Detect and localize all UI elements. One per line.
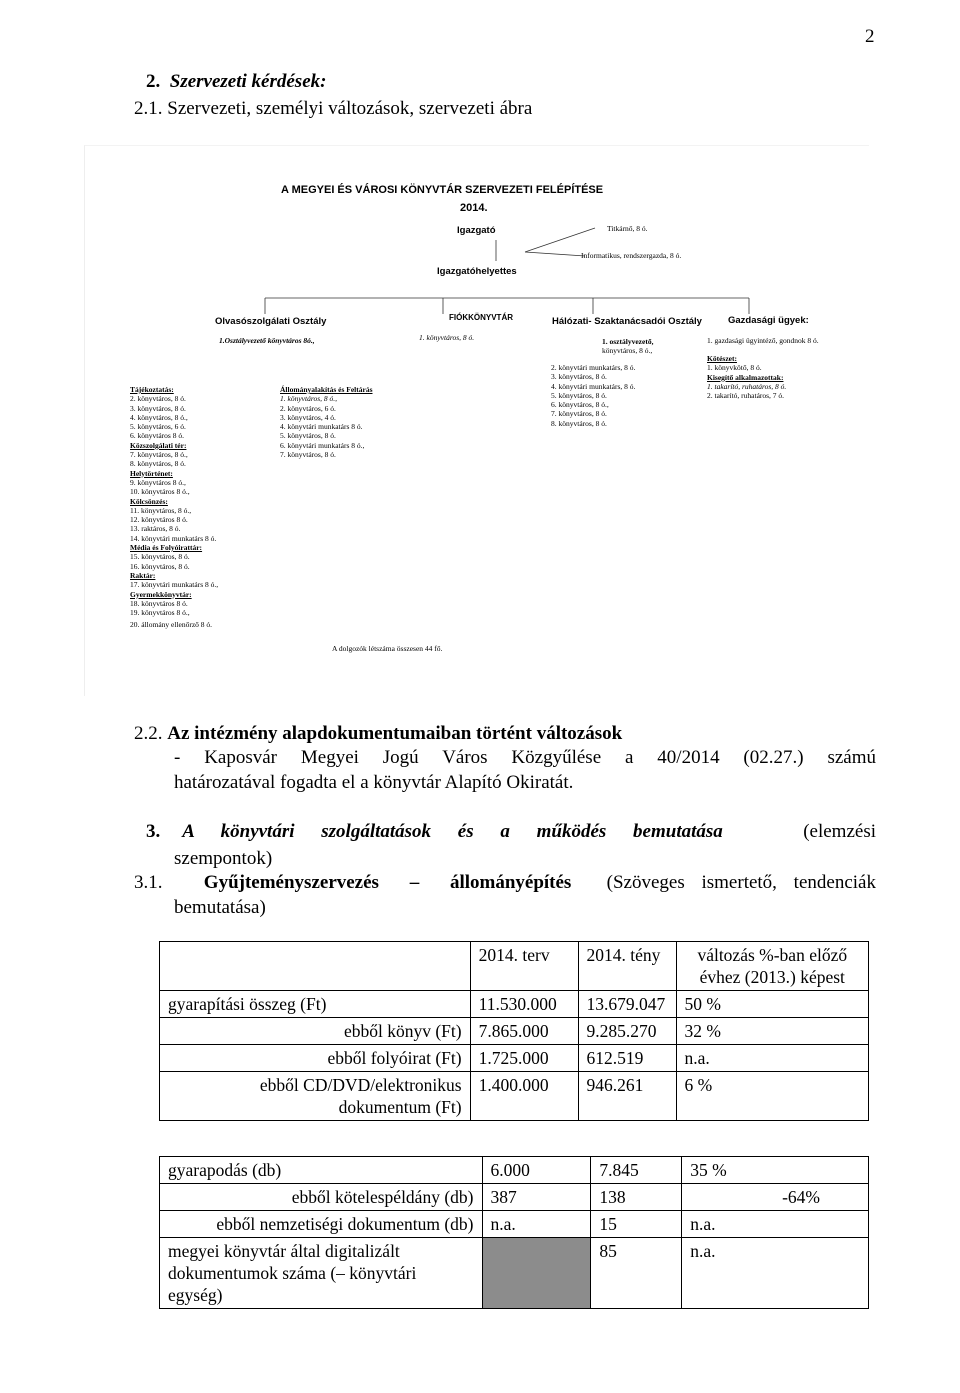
org-staff-item: 7. könyvtáros, 8 ó. xyxy=(280,450,336,460)
section-2-2-heading xyxy=(134,721,622,747)
org-staff-item: 4. könyvtári munkatárs 8 ó. xyxy=(280,422,363,432)
table-header-cell: változás %-ban előző évhez (2013.) képest xyxy=(676,942,868,991)
org-total-staff: A dolgozók létszáma összesen 44 fő. xyxy=(332,644,443,653)
section-2-2-number: 2.2. xyxy=(134,723,163,744)
table-cell: n.a. xyxy=(482,1211,591,1238)
org-staff-item: 3. könyvtáros, 4 ó. xyxy=(280,412,336,422)
table-cell: gyarapítási összeg (Ft) xyxy=(160,991,471,1018)
org-staff-group-heading: Kötészet: xyxy=(707,354,737,363)
org-staff-item: 1. takarító, ruhatáros, 8 ó. xyxy=(707,381,787,391)
table-cell: 7.845 xyxy=(591,1157,682,1184)
table-cell: 13.679.047 xyxy=(578,991,676,1018)
org-dept-econ: Gazdasági ügyek: xyxy=(728,315,809,326)
org-title: A MEGYEI ÉS VÁROSI KÖNYVTÁR SZERVEZETI FELÉPÍTÉSE xyxy=(281,184,604,196)
section-3-title: A könyvtári szolgáltatások és a működés bemutatása xyxy=(182,821,723,842)
section-2-2-line-2: határozatával fogadta el a könyvtár Alapító Okiratát. xyxy=(174,772,574,793)
section-2-title: Szervezeti kérdések: xyxy=(169,71,327,92)
section-2-number: 2. xyxy=(146,71,161,92)
section-2-heading xyxy=(146,71,326,93)
table-cell: 50 % xyxy=(676,991,868,1018)
table-row xyxy=(160,1238,869,1309)
org-staff-group-heading: Kisegítő alkalmazottak: xyxy=(707,372,784,382)
org-staff-item: 7. könyvtáros, 8 ó., xyxy=(130,450,188,460)
table-cell: n.a. xyxy=(682,1238,869,1309)
table-row xyxy=(160,1157,869,1184)
org-staff-item: 5. könyvtáros, 8 ó. xyxy=(551,390,607,400)
org-staff-item: 13. raktáros, 8 ó. xyxy=(130,524,181,534)
table-cell: ebből könyv (Ft) xyxy=(160,1018,471,1045)
org-staff-item: 10. könyvtáros 8 ó., xyxy=(130,487,190,497)
org-staff-item: 8. könyvtáros, 8 ó. xyxy=(551,418,607,428)
org-staff-item: 3. könyvtáros, 8 ó. xyxy=(551,372,607,382)
table-cell: 15 xyxy=(591,1211,682,1238)
table-cell: 1.725.000 xyxy=(470,1045,578,1072)
org-staff-group-heading: Gyermekkönyvtár: xyxy=(130,589,192,599)
section-2-1-title: Szervezeti, személyi változások, szervezeti ábra xyxy=(167,98,533,119)
section-3-1-line-2: bemutatása) xyxy=(174,897,266,918)
org-staff-item: 6. könyvtáros 8 ó. xyxy=(130,431,184,441)
table-row xyxy=(160,1045,869,1072)
org-staff-item: 14. könyvtári munkatárs 8 ó. xyxy=(130,533,217,543)
org-secretary: Titkárnő, 8 ó. xyxy=(607,224,648,233)
section-3-heading xyxy=(146,819,876,845)
org-staff-group-heading: Állományalakítás és Feltárás xyxy=(280,385,373,394)
table-cell: 35 % xyxy=(682,1157,869,1184)
org-network-head-2: könyvtáros, 8 ó., xyxy=(602,346,653,355)
table-cell-shaded xyxy=(482,1238,591,1309)
org-staff-group-heading: Kölcsönzés: xyxy=(130,496,168,506)
org-staff-item: 2. könyvtáros, 6 ó. xyxy=(280,403,336,413)
org-reading-staff-list xyxy=(130,385,218,617)
table-cell: 11.530.000 xyxy=(470,991,578,1018)
table-header-cell: 2014. terv xyxy=(470,942,578,991)
table-header-cell: 2014. tény xyxy=(578,942,676,991)
org-staff-item: 2. könyvtári munkatárs, 8 ó. xyxy=(551,363,636,372)
org-staff-item: 19. könyvtáros 8 ó., xyxy=(130,608,190,618)
org-staff-item: 2. könyvtáros, 8 ó. xyxy=(130,394,186,404)
table-cell: 85 xyxy=(591,1238,682,1309)
table-header-row xyxy=(160,942,869,991)
table-cell: 946.261 xyxy=(578,1072,676,1121)
org-inventory-checker: 20. állomány ellenőrző 8 ó. xyxy=(130,620,213,629)
table-cell: n.a. xyxy=(676,1045,868,1072)
section-3-1-title: Gyűjteményszervezés – állományépítés xyxy=(203,872,572,893)
table-cell: 138 xyxy=(591,1184,682,1211)
table-cell: ebből kötelespéldány (db) xyxy=(160,1184,483,1211)
org-staff-item: 2. takarító, ruhatáros, 7 ó. xyxy=(707,391,785,401)
org-econ-staff-list xyxy=(707,354,786,400)
org-staff-item: 4. könyvtári munkatárs, 8 ó. xyxy=(551,381,636,391)
section-3-number: 3. xyxy=(146,821,161,842)
org-staff-item: 15. könyvtáros, 8 ó. xyxy=(130,552,190,562)
org-director: Igazgató xyxy=(457,225,496,236)
section-3-1-heading xyxy=(134,870,876,896)
org-staff-group-heading: Közszolgálati tér: xyxy=(130,440,187,450)
org-network-head-1: 1. osztályvezető, xyxy=(602,337,654,346)
org-staff-item: 7. könyvtáros, 8 ó. xyxy=(551,409,607,419)
org-reading-head: 1.Osztályvezető könyvtáros 8ó., xyxy=(219,336,315,345)
section-3-paren: (elemzési xyxy=(803,821,876,842)
org-staff-item: 6. könyvtári munkatárs 8 ó., xyxy=(280,440,365,450)
org-staff-item: 9. könyvtáros 8 ó., xyxy=(130,477,186,487)
table-cell: gyarapodás (db) xyxy=(160,1157,483,1184)
table-cell: -64% xyxy=(682,1184,869,1211)
section-2-2-title: Az intézmény alapdokumentumaiban történt változások xyxy=(167,723,623,744)
org-staff-item: 8. könyvtáros, 8 ó. xyxy=(130,459,186,469)
org-branch-staff: 1. könyvtáros, 8 ó. xyxy=(419,333,475,342)
section-3-title-row xyxy=(182,819,876,845)
acquisition-budget-table xyxy=(159,941,869,1121)
org-staff-item: 1. könyvtáros, 8 ó., xyxy=(280,394,338,404)
org-staff-item: 11. könyvtáros, 8 ó., xyxy=(130,505,192,515)
org-staff-item: 12. könyvtáros 8 ó. xyxy=(130,515,188,525)
org-staff-item: 18. könyvtáros 8 ó. xyxy=(130,598,188,608)
org-network-staff-list xyxy=(551,363,635,428)
section-2-2-line-1: - Kaposvár Megyei Jogú Város Közgyűlése a 40/2014 (02.27.) számú xyxy=(174,747,876,768)
org-dept-network: Hálózati- Szaktanácsadói Osztály xyxy=(552,316,702,327)
org-staff-group-heading: Tájékoztatás: xyxy=(130,385,174,394)
org-econ-head: 1. gazdasági ügyintéző, gondnok 8 ó. xyxy=(707,336,819,345)
org-deputy: Igazgatóhelyettes xyxy=(437,266,517,277)
section-2-1-heading xyxy=(134,98,532,120)
org-dept-branch: FIÓKKÖNYVTÁR xyxy=(449,313,513,322)
org-staff-item: 17. könyvtári munkatárs 8 ó., xyxy=(130,580,219,590)
org-chart xyxy=(84,145,869,696)
org-staff-item: 3. könyvtáros, 8 ó. xyxy=(130,403,186,413)
table-cell: 7.865.000 xyxy=(470,1018,578,1045)
org-staff-item: 5. könyvtáros, 8 ó. xyxy=(280,431,336,441)
acquisition-count-table xyxy=(159,1156,869,1309)
table-cell: 32 % xyxy=(676,1018,868,1045)
table-cell: 6.000 xyxy=(482,1157,591,1184)
table-row xyxy=(160,1072,869,1121)
section-3-paren-cont: szempontok) xyxy=(174,848,273,869)
table-row xyxy=(160,1211,869,1238)
table-cell: ebből folyóirat (Ft) xyxy=(160,1045,471,1072)
org-staff-item: 6. könyvtáros, 8 ó., xyxy=(551,400,609,410)
org-staff-item: 1. könyvkötő, 8 ó. xyxy=(707,363,762,373)
table-row xyxy=(160,1018,869,1045)
table-cell: 1.400.000 xyxy=(470,1072,578,1121)
org-it: Informatikus, rendszergazda, 8 ó. xyxy=(581,251,682,260)
org-staff-group-heading: Helytörténet: xyxy=(130,468,173,478)
org-title-year: 2014. xyxy=(460,202,488,214)
org-staff-item: 4. könyvtáros, 8 ó., xyxy=(130,412,188,422)
section-3-1-number: 3.1. xyxy=(134,872,163,893)
table-cell: n.a. xyxy=(682,1211,869,1238)
table-cell: 387 xyxy=(482,1184,591,1211)
table-header-cell xyxy=(160,942,471,991)
org-acquisition-staff-list xyxy=(280,385,373,459)
org-staff-item: 5. könyvtáros, 6 ó. xyxy=(130,422,186,432)
table-cell: ebből nemzetiségi dokumentum (db) xyxy=(160,1211,483,1238)
org-staff-group-heading: Média és Folyóirattár: xyxy=(130,543,203,553)
section-2-1-number: 2.1. xyxy=(134,98,163,119)
table-cell: 6 % xyxy=(676,1072,868,1121)
table-cell: megyei könyvtár által digitalizált dokumentumok száma (– könyvtári egység) xyxy=(160,1238,483,1309)
table-cell: 612.519 xyxy=(578,1045,676,1072)
org-staff-group-heading: Raktár: xyxy=(130,570,156,580)
table-cell: 9.285.270 xyxy=(578,1018,676,1045)
table-row xyxy=(160,1184,869,1211)
page-number: 2 xyxy=(865,26,875,47)
table-cell: ebből CD/DVD/elektronikus dokumentum (Ft) xyxy=(160,1072,471,1121)
org-staff-item: 16. könyvtáros, 8 ó. xyxy=(130,561,190,571)
table-row xyxy=(160,991,869,1018)
org-dept-reading: Olvasószolgálati Osztály xyxy=(215,316,327,327)
section-3-1-rest: (Szöveges ismertető, tendenciák xyxy=(606,872,876,893)
